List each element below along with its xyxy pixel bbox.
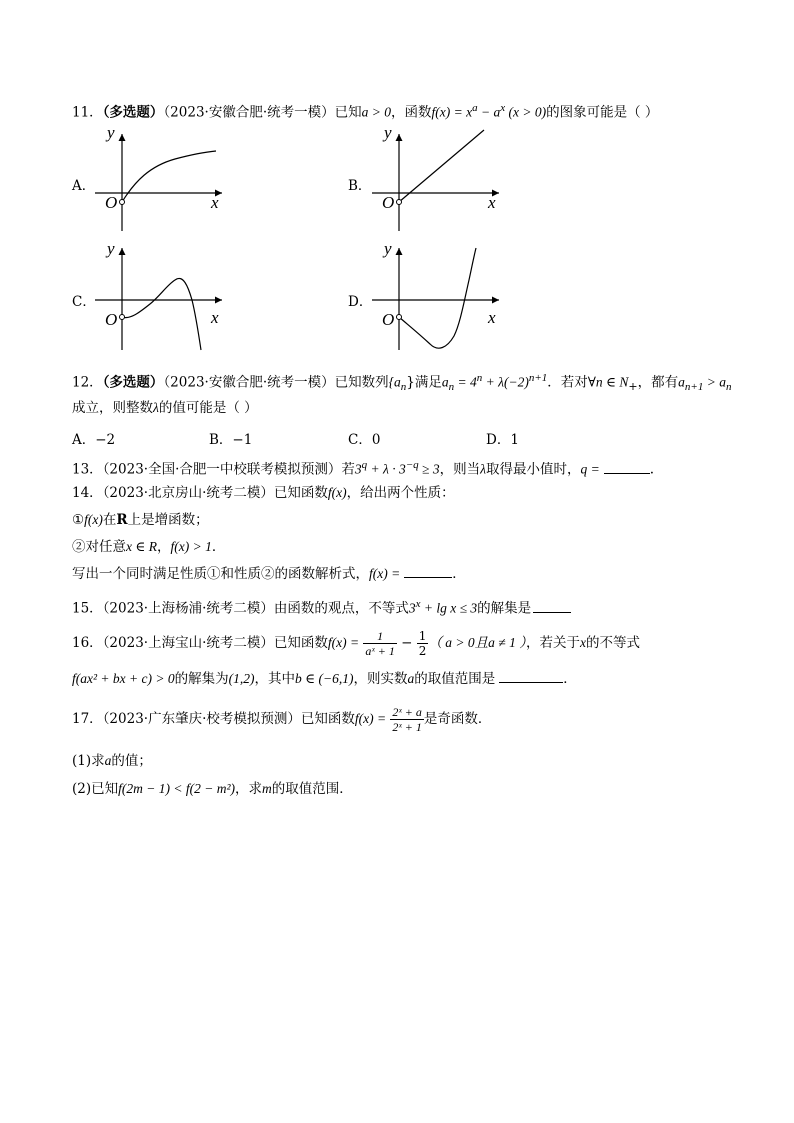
q13-stem	[72, 456, 654, 479]
q11-option-d-label: D．	[348, 294, 373, 310]
q11-function-part: − a	[477, 104, 501, 120]
q17-source: （2023·广东肇庆·校考模拟预测）	[102, 711, 301, 727]
y-label: y	[107, 240, 115, 258]
q17-text: 已知函数	[300, 711, 355, 727]
q16-answer-blank[interactable]	[499, 670, 563, 683]
q16-number: 16．	[72, 635, 103, 651]
q17-m: m	[261, 781, 272, 796]
denominator: aˣ + 1	[365, 644, 395, 658]
q13-text: 若	[341, 461, 355, 478]
q16-text: ，其中	[254, 671, 295, 687]
q16-fx: f(x) =	[327, 635, 360, 650]
q14-property-2	[72, 538, 225, 556]
q14-text: 已知函数	[273, 485, 328, 501]
x-label: x	[211, 193, 219, 212]
q11-exponent: x	[500, 102, 506, 114]
numerator: 1	[418, 629, 427, 643]
q12-option-a: A．−2	[72, 432, 116, 448]
q13-exponent: −q	[405, 459, 419, 471]
q12-text: 满足	[414, 374, 442, 391]
q16-text: 的解集为	[174, 671, 229, 687]
q11-exponent: a	[472, 102, 478, 114]
q13-text: ，则当	[439, 461, 481, 478]
q17-text: 是奇函数．	[423, 711, 492, 727]
origin-label: O	[382, 193, 395, 212]
x-label: x	[488, 308, 496, 327]
q12-text: 的值可能是（ ）	[158, 400, 258, 416]
q12-formula: + λ(−2)	[482, 374, 529, 390]
q14-text: 上是增函数；	[127, 512, 209, 528]
q11-option-a-label: A．	[72, 178, 96, 194]
q12-formula: = 4	[454, 374, 477, 390]
q12-option-c: C．0	[348, 432, 381, 448]
q14-text: 在	[102, 512, 117, 528]
q11-graph-b	[372, 126, 507, 236]
q15-stem	[72, 595, 571, 618]
q12-forall: ∀n ∈ N	[587, 374, 629, 390]
q17-fraction	[390, 705, 423, 734]
q15-answer-blank[interactable]	[533, 600, 571, 613]
q15-text: 的解集是	[477, 600, 532, 617]
q17-fx: f(x) =	[354, 711, 387, 726]
q14-end: ．	[452, 566, 466, 582]
q12-subscript: n	[725, 381, 732, 394]
q16-condition: （ a > 0且a ≠ 1 ）	[428, 635, 526, 650]
q16-inequality: f(ax² + bx + c) > 0	[72, 671, 175, 686]
q16-text: 的不等式	[585, 635, 640, 651]
q11-source: （2023·安徽合肥·统考一模）	[163, 104, 335, 121]
q12-brace: }	[406, 374, 415, 391]
q12-inequality: a	[678, 374, 685, 390]
q16-minus: −	[396, 635, 417, 651]
q14-stem	[72, 484, 455, 502]
q14-mark: ②对任意	[72, 539, 126, 555]
q15-number: 15．	[72, 600, 103, 617]
q12-stem	[72, 369, 731, 396]
numerator: 1	[363, 629, 396, 644]
q14-mark: ①	[72, 512, 85, 528]
q16-fraction-1	[363, 629, 396, 658]
q15-expression: 3	[408, 600, 416, 616]
q12-option-b: B．−1	[209, 432, 253, 448]
open-point	[120, 200, 125, 205]
q12-subscript: n	[448, 381, 455, 394]
q14-end: ．	[211, 539, 226, 555]
q17-text: (1)求	[72, 753, 105, 769]
q13-answer-blank[interactable]	[604, 461, 650, 474]
q15-text: 由函数的观点，不等式	[273, 600, 409, 617]
q11-graph-c	[95, 240, 230, 355]
y-label: y	[384, 240, 392, 258]
q16-solution-set: (1,2)	[228, 671, 255, 686]
q17-part-2	[72, 780, 353, 798]
open-point	[397, 200, 402, 205]
q14-fx: f(x)	[84, 512, 103, 527]
q12-subscript: n	[400, 381, 407, 394]
q14-text: 写出一个同时满足性质①和性质②的函数解析式，	[72, 566, 369, 582]
q11-option-c-label: C．	[72, 294, 96, 310]
q11-tag: （多选题）	[102, 104, 164, 121]
q17-text: 的值；	[111, 753, 152, 769]
q11-text: ，函数	[391, 104, 432, 121]
q11-graph-a	[95, 126, 230, 236]
q17-text: ，求	[234, 781, 262, 797]
q12-formula: a	[441, 374, 449, 390]
q16-source: （2023·上海宝山·统考二模）	[102, 635, 274, 651]
q12-exponent: n+1	[528, 372, 548, 384]
q12-stem-2	[72, 399, 258, 417]
q17-text: 的取值范围．	[271, 781, 353, 797]
q17-stem	[72, 704, 491, 734]
q16-text: ，若关于	[525, 635, 580, 651]
q12-option-d: D．1	[486, 432, 519, 448]
q11-text: 已知	[334, 104, 362, 121]
q11-option-b-label: B．	[348, 178, 372, 194]
q11-function: f(x) = x	[431, 104, 473, 120]
q13-lambda: λ	[480, 461, 486, 477]
q16-stem	[72, 628, 640, 658]
q17-a: a	[104, 753, 112, 768]
open-point	[397, 315, 402, 320]
q12-subscript: +	[628, 380, 638, 394]
origin-label: O	[382, 310, 395, 329]
q16-x: x	[579, 635, 586, 650]
q13-text: 取得最小值时，	[485, 461, 581, 478]
q14-answer-blank[interactable]	[404, 565, 452, 578]
q13-expression: + λ · 3	[367, 461, 406, 477]
q11-graph-d	[372, 240, 507, 355]
q14-inequality: f(x) > 1	[170, 539, 212, 554]
q12-source: （2023·安徽合肥·统考一模）	[163, 374, 335, 391]
q14-text: ，给出两个性质：	[346, 485, 455, 501]
q13-expression: ≥ 3	[418, 461, 440, 477]
q12-number: 12．	[72, 374, 103, 391]
q14-property-1	[72, 511, 209, 529]
line-b	[399, 130, 484, 202]
q12-text: ，都有	[637, 374, 679, 391]
q11-text: 的图象可能是（ ）	[546, 104, 659, 121]
y-label: y	[107, 126, 115, 142]
q17-text: (2)已知	[72, 781, 119, 797]
q11-domain: (x > 0)	[505, 104, 547, 120]
q16-a: a	[407, 671, 415, 686]
q13-end: .	[649, 461, 654, 478]
q12-lambda: λ	[153, 400, 159, 415]
q12-subscript: n+1	[684, 381, 704, 394]
q16-text: ，则实数	[353, 671, 408, 687]
q15-exponent: x	[415, 598, 421, 610]
x-label: x	[211, 308, 219, 327]
q15-source: （2023·上海杨浦·统考二模）	[102, 600, 274, 617]
q13-expression: 3	[354, 461, 362, 477]
q12-sequence: {a	[388, 374, 401, 390]
curve-c	[122, 278, 201, 350]
q16-end: ．	[563, 671, 577, 687]
q16-text: 的取值范围是	[414, 671, 496, 687]
q14-x-in-r: x ∈ R	[126, 539, 157, 554]
q11-number: 11．	[72, 104, 103, 121]
q12-text: 已知数列	[334, 374, 389, 391]
q12-tag: （多选题）	[102, 374, 164, 391]
q17-number: 17．	[72, 711, 103, 727]
q12-exponent: n	[476, 372, 483, 384]
q14-reals: R	[116, 512, 128, 528]
q12-text: ．若对	[547, 374, 588, 391]
x-label: x	[488, 193, 496, 212]
q11-condition: a > 0	[361, 104, 392, 120]
q17-inequality: f(2m − 1) < f(2 − m²)	[118, 781, 235, 796]
y-label: y	[384, 126, 392, 142]
q14-answer-label: f(x) =	[369, 566, 401, 581]
q14-fx: f(x)	[327, 485, 347, 500]
q16-text: 已知函数	[273, 635, 328, 651]
denominator: 2ˣ + 1	[392, 720, 422, 734]
q14-prompt	[72, 565, 466, 583]
q14-source: （2023·北京房山·统考二模）	[102, 485, 274, 501]
q14-text: ，	[156, 539, 171, 555]
q14-number: 14．	[72, 485, 103, 501]
q13-source: （2023·全国·合肥一中校联考模拟预测）	[102, 461, 342, 478]
numerator: 2ˣ + a	[392, 705, 422, 719]
open-point	[120, 315, 125, 320]
q16-stem-2	[72, 670, 577, 688]
q15-expression: + lg x ≤ 3	[420, 600, 478, 616]
q13-q-equals: q =	[580, 461, 600, 477]
origin-label: O	[105, 193, 118, 212]
q11-stem	[72, 99, 658, 122]
q12-inequality: > a	[703, 374, 726, 390]
q16-b-range: b ∈ (−6,1)	[294, 671, 354, 686]
curve-d	[399, 248, 476, 348]
q12-text: 成立，则整数	[72, 400, 153, 416]
curve-a	[122, 151, 216, 202]
q13-exponent: q	[361, 459, 368, 471]
q17-part-1	[72, 752, 152, 770]
origin-label: O	[105, 310, 118, 329]
denominator: 2	[418, 644, 427, 658]
q13-number: 13．	[72, 461, 103, 478]
q16-fraction-2	[417, 629, 429, 658]
